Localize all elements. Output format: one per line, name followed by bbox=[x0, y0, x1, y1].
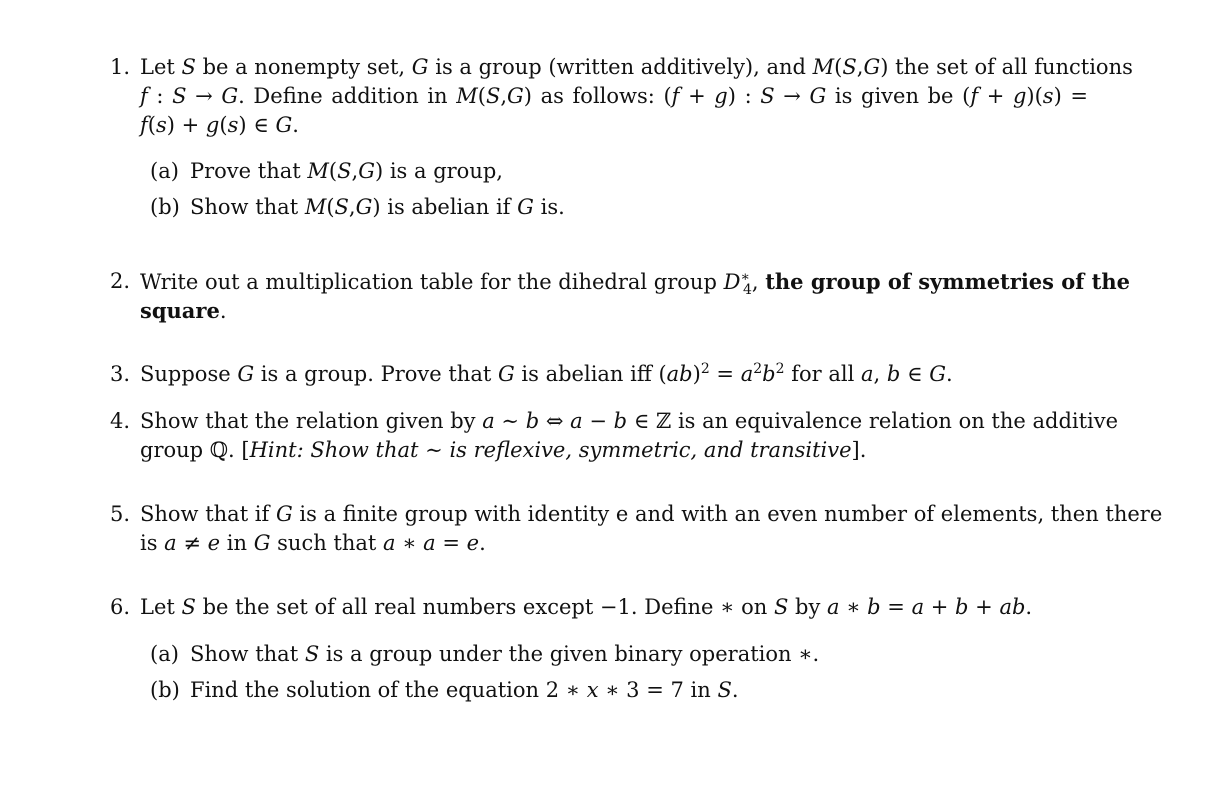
problem-2-line-1: Write out a multiplication table for the dihedral group $D^∗_4$, the group of symmetries of the bbox=[140, 269, 1130, 299]
problem-1-line-2: f : S → G. Define addition in M(S,G) as follows: (f + g) : S → G is given be (f + g)(s) = bbox=[140, 84, 1088, 108]
problem-2-line-2: square. bbox=[140, 298, 227, 323]
problem-1-line-3: f(s) + g(s) ∈ G. bbox=[140, 113, 299, 137]
problem-4-line-2: group ℚ. [Hint: Show that ∼ is reflexive, symmetric, and transitive]. bbox=[140, 438, 867, 462]
problem-5-number: 5. bbox=[110, 502, 131, 526]
problem-1b-label: (b) bbox=[150, 195, 180, 219]
problem-4-line-1: Show that the relation given by a ∼ b ⇔ a − b ∈ ℤ is an equivalence relation on the additive bbox=[140, 409, 1119, 433]
problem-1b-text: Show that M(S,G) is abelian if G is. bbox=[190, 195, 565, 219]
problem-5-line-2: is a ≠ e in G such that a ∗ a = e. bbox=[140, 531, 486, 555]
problem-6a-label: (a) bbox=[150, 642, 179, 666]
problem-6b-text: Find the solution of the equation 2 ∗ x ∗ 3 = 7 in S. bbox=[190, 678, 739, 702]
problem-2-number: 2. bbox=[110, 269, 131, 293]
problem-5-line-1: Show that if G is a finite group with identity e and with an even number of elements, then there bbox=[140, 502, 1163, 526]
problem-6a-text: Show that S is a group under the given binary operation ∗. bbox=[190, 642, 820, 666]
problem-1-line-1: Let S be a nonempty set, G is a group (written additively), and M(S,G) the set of all functions bbox=[140, 55, 1133, 79]
problem-1a-label: (a) bbox=[150, 159, 179, 183]
problem-1-number: 1. bbox=[110, 55, 131, 79]
problem-6-number: 6. bbox=[110, 595, 131, 619]
problem-6-line-1: Let S be the set of all real numbers except −1. Define ∗ on S by a ∗ b = a + b + ab. bbox=[140, 595, 1033, 619]
problem-6b-label: (b) bbox=[150, 678, 180, 702]
problem-3-number: 3. bbox=[110, 362, 131, 386]
problem-3-line-1: Suppose G is a group. Prove that G is abelian iff $(ab)^2 = a^2b^2$ for all a, b ∈ G. bbox=[140, 361, 953, 386]
problem-1a-text: Prove that M(S,G) is a group, bbox=[190, 159, 503, 183]
problem-4-number: 4. bbox=[110, 409, 131, 433]
